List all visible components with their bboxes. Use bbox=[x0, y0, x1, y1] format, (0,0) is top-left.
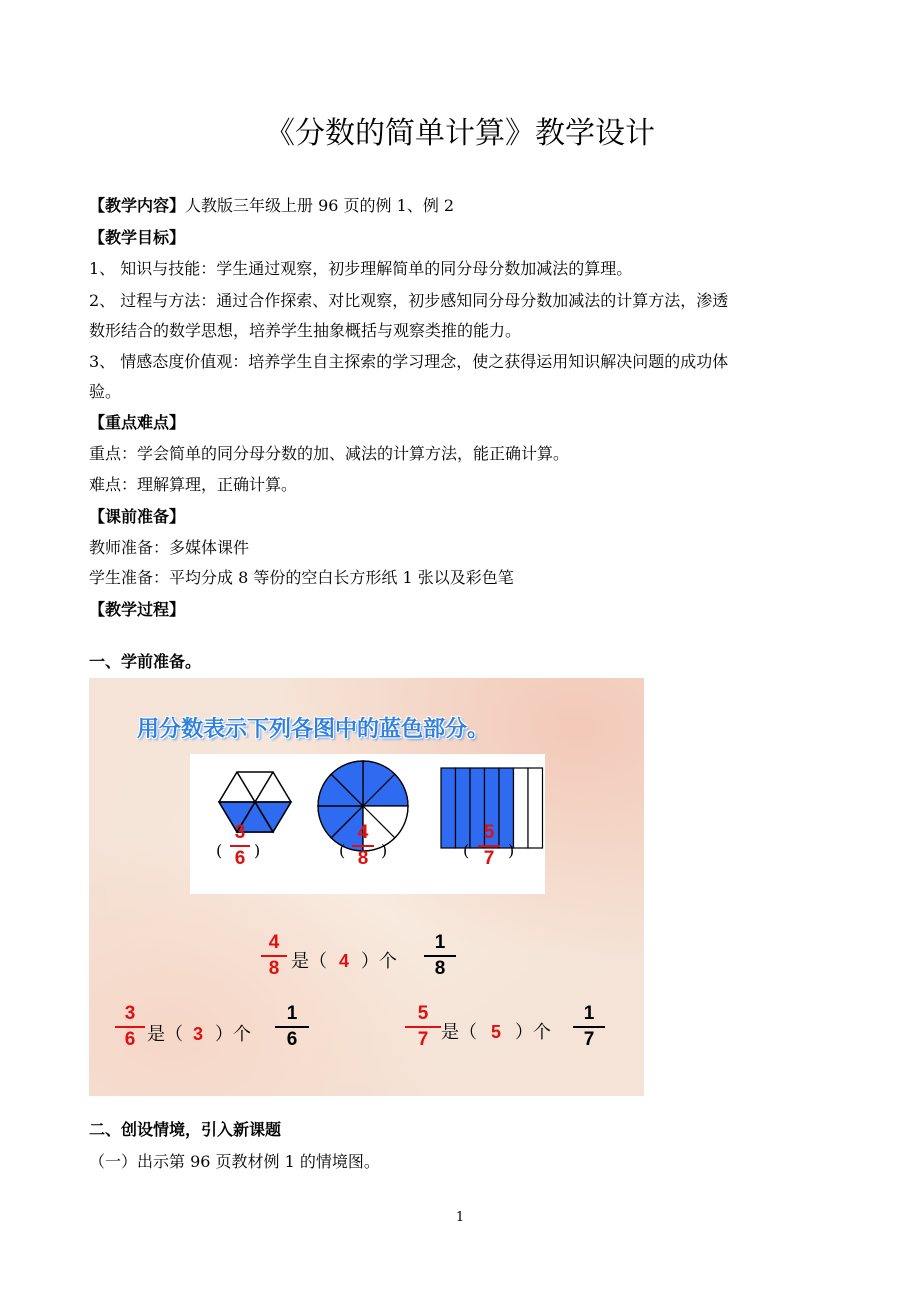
answer-num-rectangle: 5 bbox=[483, 822, 495, 843]
eq1-fraction bbox=[261, 932, 287, 980]
eq1-is-label: 是（ bbox=[291, 951, 327, 972]
fraction-bar bbox=[478, 845, 500, 847]
goal-item-3a: 3、 情感态度价值观：培养学生自主探索的学习理念，使之获得运用知识解决问题的成功体 bbox=[89, 352, 729, 371]
fraction-bar bbox=[424, 955, 456, 957]
document-title: 《分数的简单计算》教学设计 bbox=[265, 116, 655, 151]
process-heading: 【教学过程】 bbox=[89, 600, 186, 619]
fraction-bar bbox=[230, 845, 250, 847]
process-step-1: 一、学前准备。 bbox=[89, 652, 202, 671]
goals-heading: 【教学目标】 bbox=[89, 228, 186, 247]
keypoint-difficult: 难点：理解算理，正确计算。 bbox=[89, 475, 298, 494]
fraction-bar bbox=[275, 1026, 309, 1028]
eq1-text bbox=[291, 947, 397, 973]
prep-heading: 【课前准备】 bbox=[89, 507, 186, 526]
eq1-num: 4 bbox=[268, 932, 280, 953]
eq3-ge-label: ）个 bbox=[515, 1022, 552, 1043]
eq1-unit-num: 1 bbox=[434, 932, 446, 953]
paren-open-3: ( bbox=[463, 841, 470, 860]
eq2-text bbox=[147, 1020, 251, 1046]
paren-open-2: ( bbox=[339, 841, 346, 860]
fraction-bar bbox=[573, 1026, 605, 1028]
content-text: 人教版三年级上册 96 页的例 1、例 2 bbox=[185, 196, 455, 215]
answer-den-circle: 8 bbox=[357, 848, 369, 869]
eq1-den: 8 bbox=[268, 958, 280, 979]
paren-close-2: ) bbox=[381, 841, 388, 860]
process-step-2: 二、创设情境，引入新课题 bbox=[89, 1120, 282, 1139]
fraction-bar bbox=[352, 845, 374, 847]
eq2-fraction bbox=[115, 1003, 145, 1051]
fraction-bar bbox=[261, 955, 287, 957]
goal-item-3b: 验。 bbox=[89, 382, 122, 401]
keypoint-key: 重点：学会简单的同分母分数的加、减法的计算方法，能正确计算。 bbox=[89, 444, 570, 463]
eq3-unit-den: 7 bbox=[583, 1029, 595, 1050]
eq2-unit-num: 1 bbox=[286, 1003, 298, 1024]
eq3-fraction bbox=[405, 1003, 441, 1051]
eq1-unit-den: 8 bbox=[434, 958, 446, 979]
eq2-unit-den: 6 bbox=[286, 1029, 298, 1050]
page-number: 1 bbox=[455, 1210, 465, 1225]
lesson-slide-image bbox=[89, 678, 644, 1096]
eq3-unit-fraction bbox=[573, 1003, 605, 1051]
eq2-answer: 3 bbox=[193, 1024, 204, 1044]
eq3-is-label: 是（ bbox=[441, 1022, 477, 1043]
content-heading: 【教学内容】 bbox=[89, 196, 186, 215]
answer-den-hexagon: 6 bbox=[234, 848, 246, 869]
answer-num-circle: 4 bbox=[357, 822, 369, 843]
slide-title: 用分数表示下列各图中的蓝色部分。 bbox=[137, 717, 490, 742]
eq1-answer: 4 bbox=[339, 951, 350, 971]
eq2-den: 6 bbox=[124, 1029, 136, 1050]
keypoints-heading: 【重点难点】 bbox=[89, 413, 186, 432]
goal-item-2a: 2、 过程与方法：通过合作探索、对比观察，初步感知同分母分数加减法的计算方法，渗透 bbox=[89, 291, 729, 310]
answer-fraction-circle bbox=[352, 822, 374, 870]
eq2-is-label: 是（ bbox=[147, 1024, 183, 1045]
paren-open-1: ( bbox=[216, 841, 223, 860]
goal-item-1: 1、 知识与技能：学生通过观察，初步理解简单的同分母分数加减法的算理。 bbox=[89, 259, 633, 278]
goal-item-2b: 数形结合的数学思想，培养学生抽象概括与观察类推的能力。 bbox=[89, 321, 522, 340]
eq3-answer: 5 bbox=[491, 1022, 502, 1042]
answer-fraction-hexagon bbox=[230, 822, 250, 870]
eq3-text bbox=[441, 1018, 551, 1044]
fraction-bar bbox=[115, 1026, 145, 1028]
eq1-ge-label: ）个 bbox=[361, 951, 398, 972]
answer-fraction-rectangle bbox=[478, 822, 500, 870]
shapes-panel bbox=[190, 754, 545, 894]
answer-num-hexagon: 3 bbox=[234, 822, 246, 843]
eq2-unit-fraction bbox=[275, 1003, 309, 1051]
prep-student: 学生准备：平均分成 8 等份的空白长方形纸 1 张以及彩色笔 bbox=[89, 568, 514, 587]
eq2-ge-label: ）个 bbox=[215, 1024, 252, 1045]
fraction-bar bbox=[405, 1026, 441, 1028]
eq3-num: 5 bbox=[417, 1003, 429, 1024]
paren-close-1: ) bbox=[254, 841, 261, 860]
content-line bbox=[89, 193, 454, 216]
eq2-num: 3 bbox=[124, 1003, 136, 1024]
eq3-den: 7 bbox=[417, 1029, 429, 1050]
paren-close-3: ) bbox=[508, 841, 515, 860]
process-step-2-sub: （一）出示第 96 页教材例 1 的情境图。 bbox=[89, 1152, 380, 1171]
prep-teacher: 教师准备：多媒体课件 bbox=[89, 538, 250, 557]
eq3-unit-num: 1 bbox=[583, 1003, 595, 1024]
answer-den-rectangle: 7 bbox=[483, 848, 495, 869]
eq1-unit-fraction bbox=[424, 932, 456, 980]
